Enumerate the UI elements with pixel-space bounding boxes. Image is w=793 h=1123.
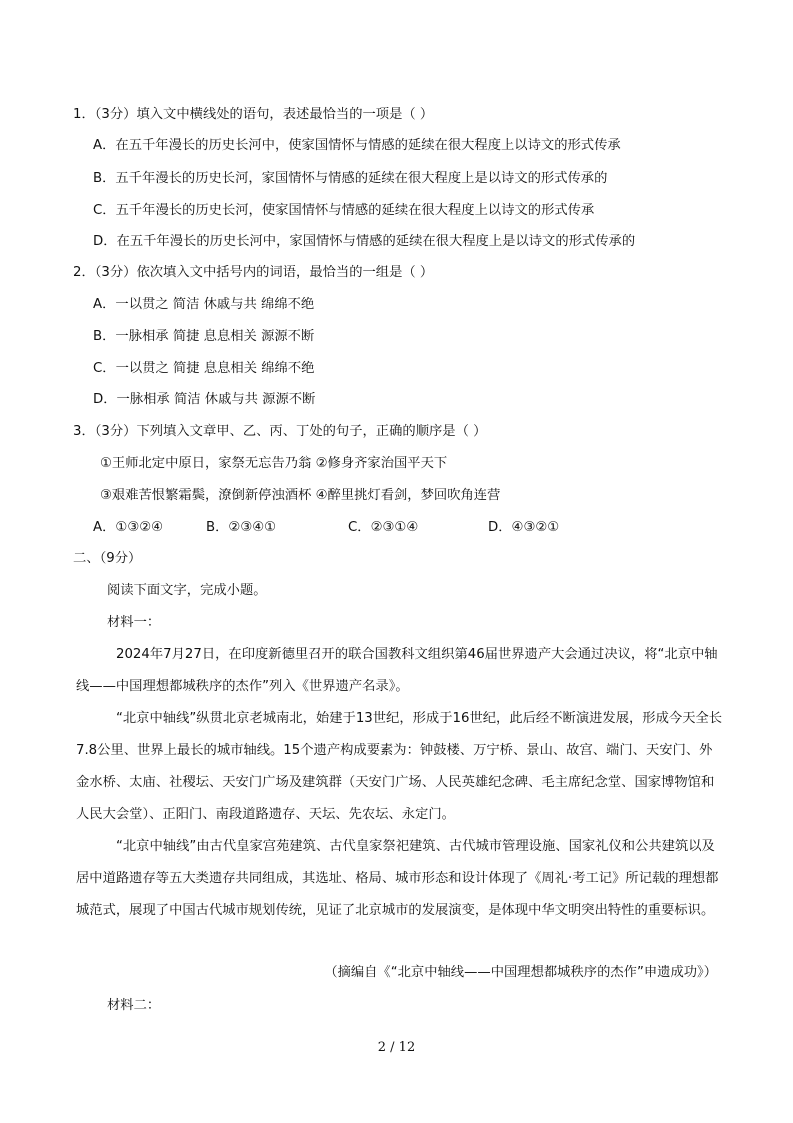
material-1-paragraph-2: “北京中轴线”纵贯北京老城南北，始建于13世纪，形成于16世纪，此后经不断演进发展，形成今天全长7.8公里、世界上最长的城市轴线。15个遗产构成要素为：钟鼓楼、万宁桥、景山、故宫、端门、天安门、外金水桥、太庙、社稷坛、天安门广场及建筑群（天安门广场、人民英雄纪念碑、毛主席纪念堂、国家博物馆和人民大会堂）、正阳门、南段道路遗存、天坛、先农坛、永定门。	[76, 711, 723, 822]
material-1-paragraph-3: “北京中轴线”由古代皇家宫苑建筑、古代皇家祭祀建筑、古代城市管理设施、国家礼仪和公共建筑以及居中道路遗存等五大类遗存共同组成，其选址、格局、城市形态和设计体现了《周礼·考工记》所记载的理想都城范式，展现了中国古代城市规划传统，见证了北京城市的发展演变，是体现中华文明突出特性的重要标识。	[76, 839, 719, 918]
question-3-sentences-line-2: ③艰难苦恨繁霜鬓，潦倒新停浊酒杯 ④醉里挑灯看剑，梦回吹角连营	[100, 488, 501, 503]
question-1-stem: 1．（3分）填入文中横线处的语句，表述最恰当的一项是（ ）	[73, 107, 434, 122]
section-2-heading: 二、（9分）	[73, 551, 142, 566]
section-2-instruction: 阅读下面文字，完成小题。	[107, 583, 267, 598]
question-2-option-c: C．一以贯之 简捷 息息相关 绵绵不绝	[93, 361, 315, 376]
material-1-paragraph-1: 2024年7月27日，在印度新德里召开的联合国教科文组织第46届世界遗产大会通过决议，将“北京中轴线——中国理想都城秩序的杰作”列入《世界遗产名录》。	[76, 647, 718, 694]
material-2-label: 材料二：	[107, 998, 161, 1013]
material-1-source: （摘编自《“北京中轴线——中国理想都城秩序的杰作”申遗成功》）	[324, 965, 717, 980]
question-3-choice-c: C．②③①④	[348, 520, 419, 535]
material-1-label: 材料一：	[107, 615, 161, 630]
question-1-option-d: D．在五千年漫长的历史长河中，家国情怀与情感的延续在很大程度上是以诗文的形式传承的	[93, 234, 636, 249]
question-3-choice-a: A．①③②④	[93, 520, 164, 535]
question-1-option-a: A．在五千年漫长的历史长河中，使家国情怀与情感的延续在很大程度上以诗文的形式传承	[93, 138, 621, 153]
question-3-choice-b: B．②③④①	[206, 520, 277, 535]
question-3-choice-d: D．④③②①	[488, 520, 560, 535]
question-2-option-b: B．一脉相承 简捷 息息相关 源源不断	[93, 329, 315, 344]
question-2-option-d: D．一脉相承 简洁 休戚与共 源源不断	[93, 392, 316, 407]
question-3-stem: 3．（3分）下列填入文章甲、乙、丙、丁处的句子，正确的顺序是（ ）	[73, 424, 487, 439]
question-2-option-a: A．一以贯之 简洁 休戚与共 绵绵不绝	[93, 297, 315, 312]
question-1-option-b: B．五千年漫长的历史长河，家国情怀与情感的延续在很大程度上是以诗文的形式传承的	[93, 171, 608, 186]
page-number: 2 / 12	[377, 1040, 416, 1055]
question-3-sentences-line-1: ①王师北定中原日，家祭无忘告乃翁 ②修身齐家治国平天下	[100, 456, 448, 471]
question-1-option-c: C．五千年漫长的历史长河，使家国情怀与情感的延续在很大程度上以诗文的形式传承	[93, 203, 595, 218]
question-2-stem: 2．（3分）依次填入文中括号内的词语，最恰当的一组是（ ）	[73, 265, 434, 280]
